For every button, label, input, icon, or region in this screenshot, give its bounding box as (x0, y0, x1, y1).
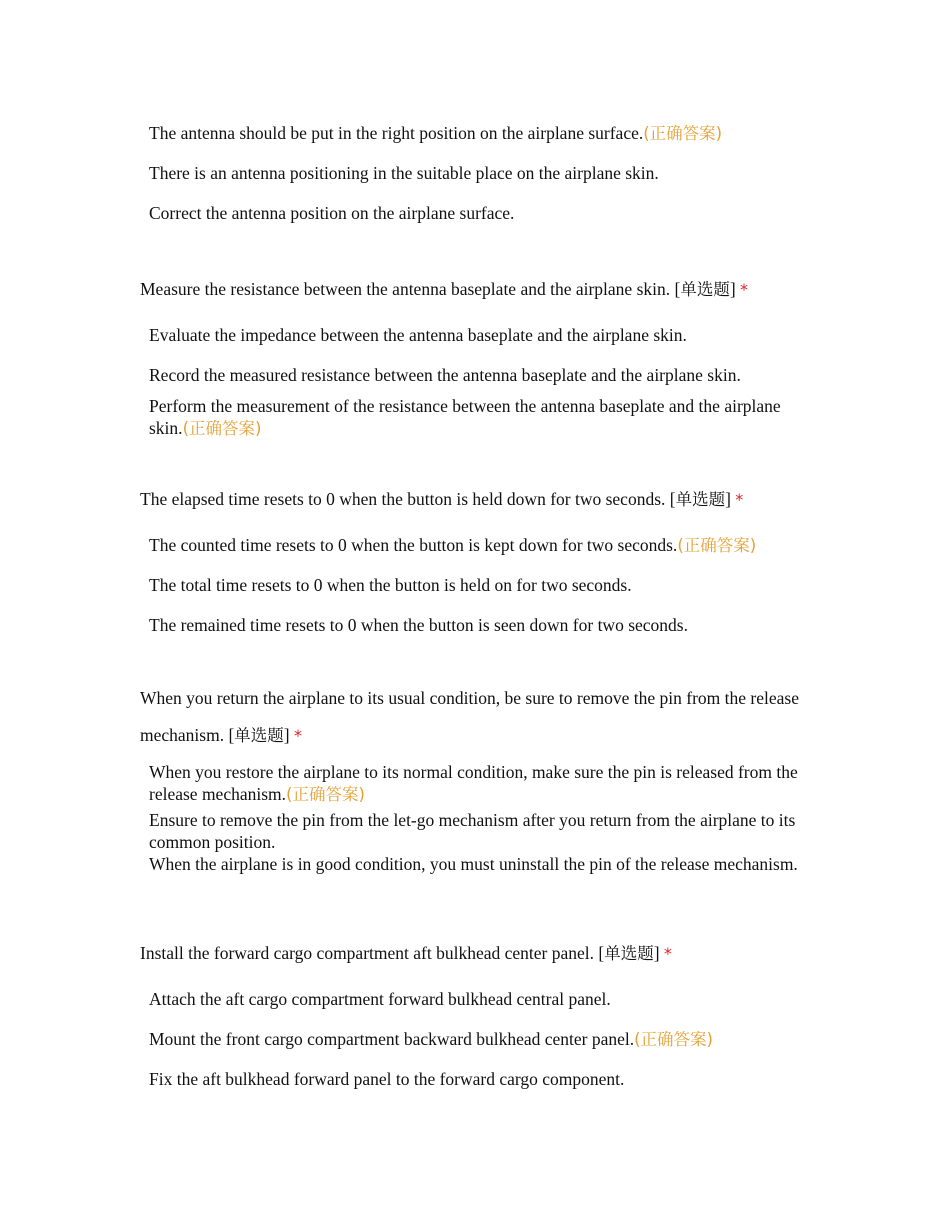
option-text: Evaluate the impedance between the antenna baseplate and the airplane skin. (149, 325, 687, 345)
option-text: When you restore the airplane to its normal condition, make sure the pin is released from the release mechanism. (149, 762, 798, 804)
option-q0-b[interactable] (149, 162, 804, 184)
question-4 (140, 935, 810, 972)
question-2 (140, 481, 810, 518)
option-q4-b[interactable] (149, 1028, 804, 1051)
option-q2-b[interactable] (149, 574, 804, 596)
question-text: The elapsed time resets to 0 when the button is held down for two seconds. (140, 489, 666, 509)
question-type-tag: [单选题] (669, 489, 731, 509)
question-type-tag: [单选题] (598, 943, 660, 963)
option-q1-a[interactable] (149, 324, 804, 346)
question-type-tag: [单选题] (674, 279, 736, 299)
correct-answer-tag: (正确答案) (677, 536, 757, 555)
correct-answer-tag: (正确答案) (286, 785, 365, 804)
question-type-tag: [单选题] (228, 725, 290, 745)
required-mark: * (735, 490, 744, 509)
option-text: There is an antenna positioning in the suitable place on the airplane skin. (149, 163, 659, 183)
correct-answer-tag: (正确答案) (182, 419, 262, 438)
option-text: The total time resets to 0 when the button is held on for two seconds. (149, 575, 632, 595)
question-text: Measure the resistance between the antenna baseplate and the airplane skin. (140, 279, 671, 299)
option-q4-c[interactable] (149, 1068, 804, 1090)
question-text: Install the forward cargo compartment aft bulkhead center panel. (140, 943, 595, 963)
question-3 (140, 680, 810, 754)
required-mark: * (663, 944, 672, 963)
option-q1-c[interactable] (149, 395, 804, 440)
option-q3-b[interactable] (149, 809, 804, 853)
option-q0-c[interactable] (149, 202, 804, 224)
option-q3-c[interactable] (149, 853, 804, 875)
question-1 (140, 271, 810, 308)
option-q4-a[interactable] (149, 988, 804, 1010)
option-text: The remained time resets to 0 when the button is seen down for two seconds. (149, 615, 688, 635)
correct-answer-tag: (正确答案) (634, 1030, 713, 1049)
option-q2-c[interactable] (149, 614, 804, 636)
option-text: Fix the aft bulkhead forward panel to the forward cargo component. (149, 1069, 625, 1089)
option-text: Mount the front cargo compartment backward bulkhead center panel. (149, 1029, 635, 1049)
option-q0-a[interactable] (149, 122, 804, 145)
option-text: When the airplane is in good condition, you must uninstall the pin of the release mechanism. (149, 854, 798, 874)
required-mark: * (740, 280, 749, 299)
option-q3-a[interactable] (149, 761, 804, 806)
option-q2-a[interactable] (149, 534, 804, 557)
correct-answer-tag: (正确答案) (643, 124, 723, 143)
option-q1-b[interactable] (149, 364, 804, 386)
option-text: Attach the aft cargo compartment forward bulkhead central panel. (149, 989, 611, 1009)
option-text: The antenna should be put in the right position on the airplane surface. (149, 123, 644, 143)
option-text: Ensure to remove the pin from the let-go mechanism after you return from the airplane to its common position. (149, 810, 796, 852)
option-text: Record the measured resistance between the antenna baseplate and the airplane skin. (149, 365, 741, 385)
option-text: The counted time resets to 0 when the button is kept down for two seconds. (149, 535, 678, 555)
required-mark: * (293, 726, 302, 745)
question-text: When you return the airplane to its usual condition, be sure to remove the pin from the release mechanism. (140, 688, 799, 745)
option-text: Correct the antenna position on the airplane surface. (149, 203, 515, 223)
option-text: Perform the measurement of the resistance between the antenna baseplate and the airplane skin. (149, 396, 781, 438)
